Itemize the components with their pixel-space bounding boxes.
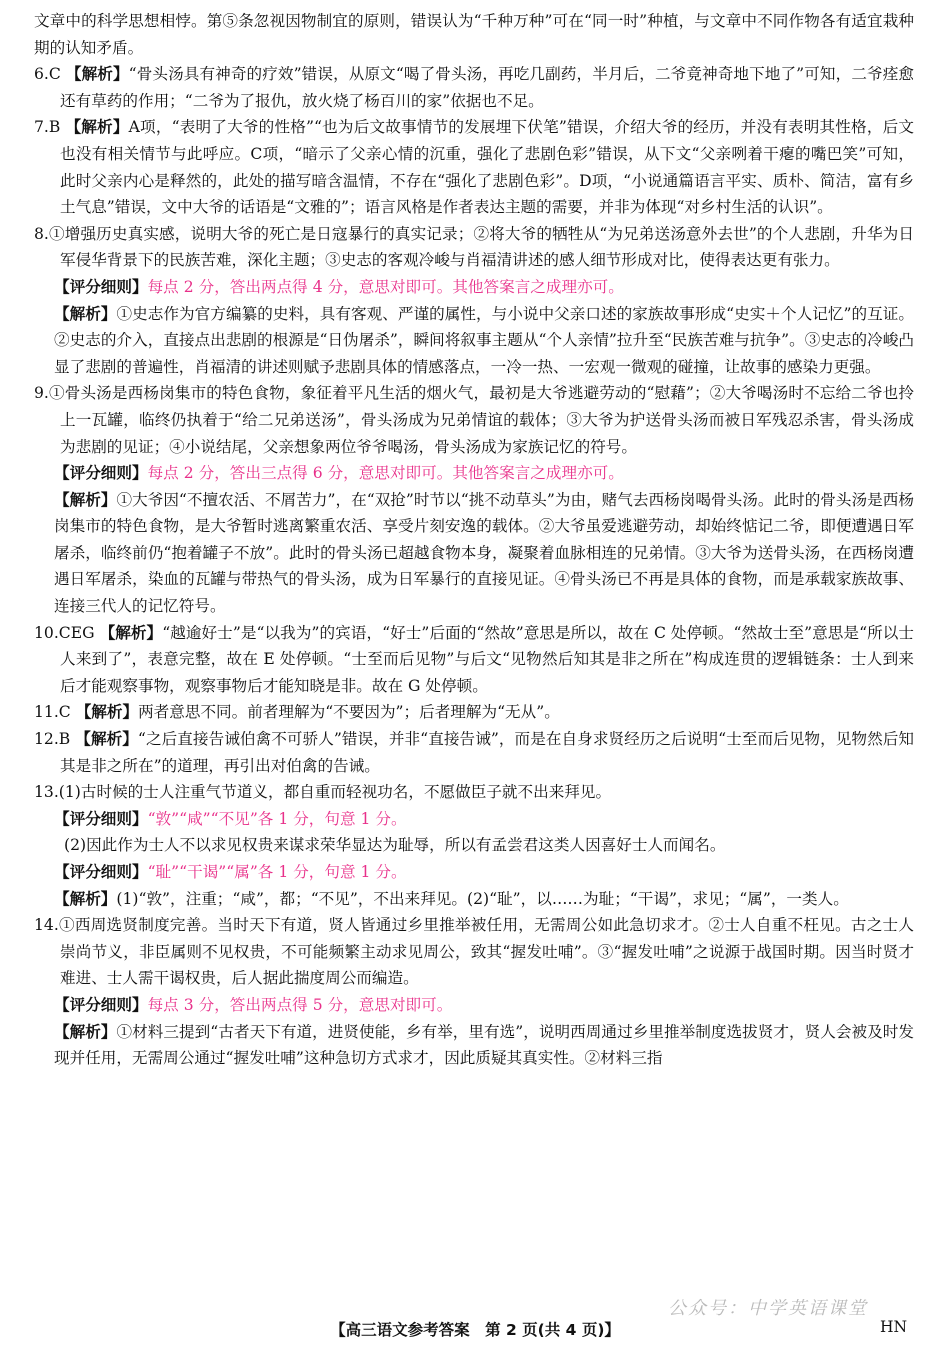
scoring-rule-13-1 [34, 806, 914, 833]
scoring-tag: 【评分细则】 [54, 994, 148, 1014]
answer-content [34, 8, 914, 1072]
analysis-tag: 【解析】 [54, 888, 117, 908]
analysis-8 [34, 301, 914, 381]
scoring-rule-9 [34, 460, 914, 487]
answer-label: 10.CEG [34, 623, 100, 642]
scoring-rule-13-2 [34, 859, 914, 886]
answer-label: 12.B [34, 730, 76, 749]
answer-7 [34, 114, 914, 220]
analysis-tag: 【解析】 [65, 117, 129, 137]
scoring-text: 每点 3 分，答出两点得 5 分，意思对即可。 [147, 995, 453, 1014]
scoring-text: 每点 2 分，答出三点得 6 分，意思对即可。其他答案言之成理亦可。 [147, 464, 624, 483]
analysis-text: ①史志作为官方编纂的史料，具有客观、严谨的属性，与小说中父亲口述的家族故事形成“史实＋个人记忆”的互证。②史志的介入，直接点出悲剧的根源是“日伪屠杀”，瞬间将叙事主题从“个人亲情”拉升至“民族苦难与抗争”。③史志的冷峻凸显了悲剧的普遍性，肖福清的讲述则赋予悲剧具体的情感落点，一冷一热、一宏观一微观的碰撞，让故事的感染力更强。 [54, 304, 914, 376]
analysis-tag: 【解析】 [99, 622, 163, 642]
answer-text: “越逾好士”是“以我为”的宾语，“好士”后面的“然故”意思是所以，故在 C 处停顿。“然故士至”意思是“所以士人来到了”，表意完整，故在 E 处停顿。“士至而后见物”与后文“见物然后知其是非之所在”构成连贯的逻辑链条：士人到来后才能观察事物，观察事物后才能知晓是非。故在 G 处停顿。 [60, 623, 914, 695]
answer-11 [34, 699, 914, 726]
answer-14: 14.①西周选贤制度完善。当时天下有道，贤人皆通过乡里推举被任用，无需周公如此急切求才。②士人自重不枉见。古之士人崇尚节义，非臣属则不见权贵，不可能频繁主动求见周公，致其“握发吐哺”。③“握发吐哺”之说源于战国时期。因当时贤才难进、士人需干谒权贵，后人据此揣度周公而编造。 [34, 916, 914, 988]
answer-8: 8.①增强历史真实感，说明大爷的死亡是日寇暴行的真实记录；②将大爷的牺牲从“为兄弟送汤意外去世”的个人悲剧，升华为日军侵华背景下的民族苦难，深化主题；③史志的客观冷峻与肖福清讲述的感人细节形成对比，使得表达更有张力。 [34, 224, 914, 270]
answer-12 [34, 726, 914, 779]
answer-text: A项，“表明了大爷的性格”“也为后文故事情节的发展埋下伏笔”错误，介绍大爷的经历，并没有表明其性格，后文也没有相关情节与此呼应。C项，“暗示了父亲心情的沉重，强化了悲剧色彩”错误，从下文“父亲咧着干瘪的嘴巴笑”可知，此时父亲内心是释然的，此处的描写暗含温情，不存在“强化了悲剧色彩”。D项，“小说通篇语言平实、质朴、简洁，富有乡土气息”错误，文中大爷的话语是“文雅的”；语言风格是作者表达主题的需要，并非为体现“对乡村生活的认识”。 [60, 118, 914, 217]
answer-text: “之后直接告诫伯禽不可骄人”错误，并非“直接告诫”，而是在自身求贤经历之后说明“士至而后见物，见物然后知其是非之所在”的道理，再引出对伯禽的告诫。 [60, 730, 914, 775]
answer-6 [34, 61, 914, 114]
page-footer: 【高三语文参考答案 第 2 页(共 4 页)】 [330, 1321, 620, 1339]
scoring-tag: 【评分细则】 [54, 276, 148, 296]
footer-code: HN [880, 1318, 908, 1336]
scoring-tag: 【评分细则】 [54, 862, 148, 881]
analysis-text: ①大爷因“不擅农活、不屑苦力”，在“双抢”时节以“挑不动草头”为由，赌气去西杨岗喝骨头汤。此时的骨头汤是西杨岗集市的特色食物，是大爷暂时逃离繁重农活、享受片刻安逸的载体。②大爷虽爱逃避劳动，却始终惦记二爷，即便遭遇日军屠杀，临终前仍“抱着罐子不放”。此时的骨头汤已超越食物本身，凝聚着血脉相连的兄弟情。③大爷为送骨头汤，在西杨岗遭遇日军屠杀，染血的瓦罐与带热气的骨头汤，成为日军暴行的直接见证。④骨头汤已不再是具体的食物，而是承载家族故事、连接三代人的记忆符号。 [54, 490, 914, 616]
answer-13-part2: (2)因此作为士人不以求见权贵来谋求荣华显达为耻辱，所以有孟尝君这类人因喜好士人而闻名。 [64, 836, 726, 855]
analysis-tag: 【解析】 [75, 702, 139, 722]
answer-text: “骨头汤具有神奇的疗效”错误，从原文“喝了骨头汤，再吃几副药，半月后，二爷竟神奇地下地了”可知，二爷痊愈还有草药的作用；“二爷为了报仇，放火烧了杨百川的家”依据也不足。 [60, 65, 914, 110]
analysis-tag: 【解析】 [75, 729, 138, 749]
analysis-tag: 【解析】 [54, 1021, 117, 1041]
analysis-9 [34, 487, 914, 620]
scoring-text: “敦”“咸”“不见”各 1 分，句意 1 分。 [147, 809, 407, 828]
analysis-13 [34, 886, 914, 913]
analysis-tag: 【解析】 [54, 489, 117, 509]
analysis-tag: 【解析】 [54, 303, 117, 323]
scoring-tag: 【评分细则】 [54, 463, 148, 483]
analysis-tag: 【解析】 [65, 64, 129, 84]
answer-10 [34, 620, 914, 700]
scoring-rule-14 [34, 992, 914, 1019]
scoring-text: “耻”“干谒”“属”各 1 分，句意 1 分。 [147, 863, 407, 881]
para-continuation: 文章中的科学思想相悖。第⑤条忽视因物制宜的原则，错误认为“千种万种”可在“同一时”种植，与文章中不同作物各有适宜栽种期的认知矛盾。 [34, 12, 914, 57]
answer-13: 13.(1)古时候的士人注重气节道义，都自重而轻视功名，不愿做臣子就不出来拜见。 [34, 783, 612, 802]
analysis-text: (1)“敦”，注重；“咸”，都；“不见”，不出来拜见。(2)“耻”，以……为耻；“干谒”，求见；“属”，一类人。 [116, 889, 849, 908]
answer-label: 11.C [34, 703, 76, 722]
scoring-rule-8 [34, 274, 914, 301]
analysis-text: ①材料三提到“古者天下有道，进贤使能，乡有举，里有选”，说明西周通过乡里推举制度选拔贤才，贤人会被及时发现并任用，无需周公通过“握发吐哺”这种急切方式求才，因此质疑其真实性。②材料三指 [54, 1022, 914, 1068]
answer-text: 两者意思不同。前者理解为“不要因为”；后者理解为“无从”。 [138, 703, 560, 722]
watermark: 公众号：中学英语课堂 [668, 1298, 868, 1319]
scoring-text: 每点 2 分，答出两点得 4 分，意思对即可。其他答案言之成理亦可。 [147, 277, 624, 296]
answer-label: 6.C [34, 65, 66, 84]
analysis-14 [34, 1019, 914, 1072]
answer-9: 9.①骨头汤是西杨岗集市的特色食物，象征着平凡生活的烟火气，最初是大爷逃避劳动的“慰藉”；②大爷喝汤时不忘给二爷也拎上一瓦罐，临终仍执着于“给二兄弟送汤”，骨头汤成为兄弟情谊的载体；③大爷为护送骨头汤而被日军残忍杀害，骨头汤成为悲剧的见证；④小说结尾，父亲想象两位爷爷喝汤，骨头汤成为家族记忆的符号。 [34, 384, 914, 456]
scoring-tag: 【评分细则】 [54, 808, 148, 828]
answer-label: 7.B [34, 118, 66, 137]
